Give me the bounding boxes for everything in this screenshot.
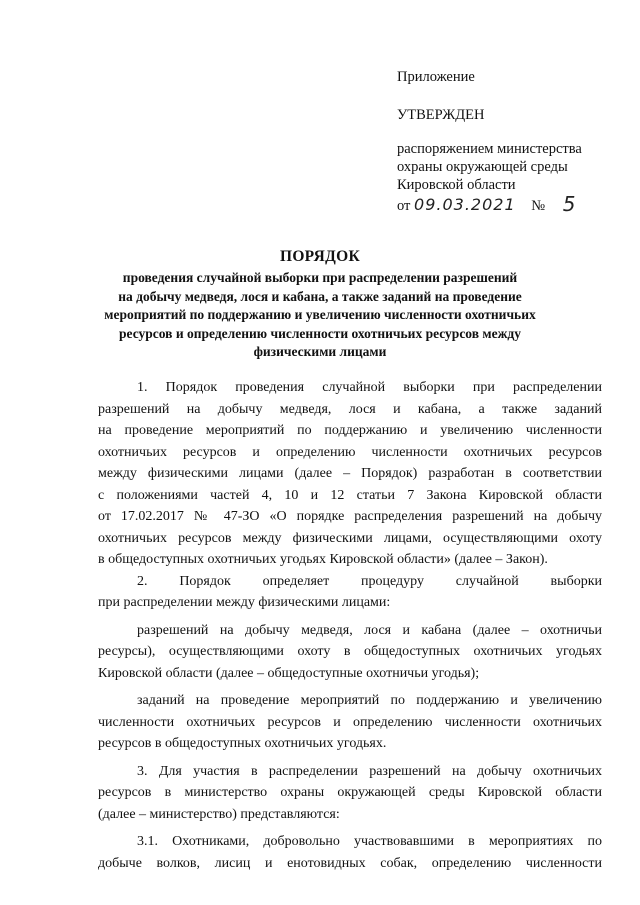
text-line: ресурсов в общедоступных охотничьих угодьях. xyxy=(98,736,387,751)
paragraph-4 xyxy=(98,690,602,755)
document-title: ПОРЯДОК xyxy=(279,248,361,265)
text-line: в общедоступных охотничьих угодьях Кировской области» (далее – Закон). xyxy=(98,552,548,567)
text-line: ресурсов в министерство охраны окружающей среды Кировской области xyxy=(98,785,602,800)
text-line: численности охотничьих ресурсов и определению численности охотничьих xyxy=(98,714,602,730)
from-label: от xyxy=(397,198,411,214)
subtitle-line: мероприятий по поддержанию и увеличению численности охотничьих xyxy=(104,307,536,322)
handwritten-date: 09.03.2021 xyxy=(414,195,516,214)
subtitle-line: ресурсов и определению численности охотничьих ресурсов между xyxy=(119,325,521,341)
subtitle-line: физическими лицами xyxy=(253,344,387,359)
appendix-label: Приложение xyxy=(397,69,475,85)
document-subtitle xyxy=(95,269,545,362)
text-line: между физическими лицами (далее – Порядок) разработан в соответствии xyxy=(98,466,602,481)
order-line-1: распоряжением министерства xyxy=(397,141,582,157)
order-line-2: охраны окружающей среды xyxy=(397,159,568,175)
text-line: разрешений на добычу медведя, лося и кабана, а также заданий xyxy=(98,401,602,417)
subtitle-line: проведения случайной выборки при распределении разрешений xyxy=(122,270,518,285)
paragraph-3 xyxy=(98,620,602,685)
document-body xyxy=(98,377,602,874)
text-line: добыче волков, лисиц и енотовидных собак, определению численности xyxy=(98,855,602,871)
handwritten-number: 5 xyxy=(562,192,576,216)
text-line: ресурсы), осуществляющими охоту в общедоступных охотничьих угодьях xyxy=(98,644,602,659)
approval-block xyxy=(397,68,627,215)
order-line-3: Кировской области xyxy=(397,177,516,193)
text-line: на проведение мероприятий по поддержанию и увеличению численности xyxy=(98,423,602,438)
number-sign: № xyxy=(531,198,546,214)
text-line: охотничьих ресурсов и определению численности охотничьих ресурсов xyxy=(98,444,602,460)
title-block xyxy=(95,247,545,362)
text-line: 3.1. Охотниками, добровольно участвовавшими в мероприятиях по xyxy=(137,834,602,849)
text-line: 3. Для участия в распределении разрешений на добычу охотничьих xyxy=(137,763,602,779)
paragraph-6 xyxy=(98,831,602,874)
paragraph-2 xyxy=(98,571,602,614)
text-line: разрешений на добычу медведя, лося и кабана (далее – охотничьи xyxy=(137,622,602,638)
approved-label: УТВЕРЖДЕН xyxy=(397,107,485,123)
text-line: 2. Порядок определяет процедуру случайной выборки xyxy=(137,573,602,589)
text-line: с положениями частей 4, 10 и 12 статьи 7 Закона Кировской области xyxy=(98,487,602,503)
subtitle-line: на добычу медведя, лося и кабана, а также заданий на проведение xyxy=(118,288,522,304)
text-line: при распределении между физическими лицами: xyxy=(98,595,391,610)
text-line: от 17.02.2017 № 47-ЗО «О порядке распределения разрешений на добычу xyxy=(98,509,602,524)
text-line: 1. Порядок проведения случайной выборки при распределении xyxy=(137,380,602,395)
text-line: (далее – министерство) представляются: xyxy=(98,806,340,822)
text-line: заданий на проведение мероприятий по поддержанию и увеличению xyxy=(137,693,602,708)
paragraph-1 xyxy=(98,377,602,571)
paragraph-5 xyxy=(98,761,602,826)
text-line: Кировской области (далее – общедоступные охотничьи угодья); xyxy=(98,665,480,681)
text-line: охотничьих ресурсов между физическими лицами, осуществляющими охоту xyxy=(98,530,602,546)
date-number-line xyxy=(397,194,627,215)
